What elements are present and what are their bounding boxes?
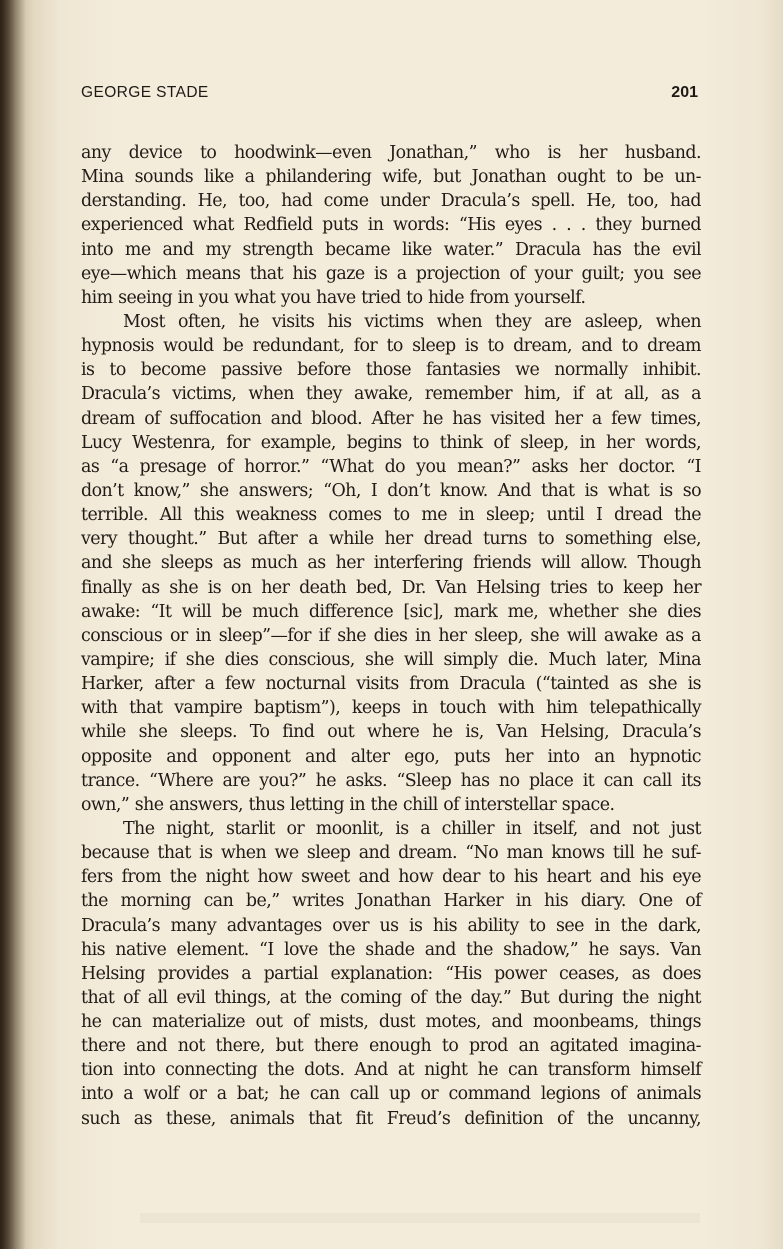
text-line: Mina sounds like a philandering wife, but Jonathan ought to be un- (81, 167, 701, 188)
text-line: such as these, animals that fit Freud’s definition of the uncanny, (81, 1108, 701, 1129)
body-text (81, 141, 701, 1131)
text-line: fers from the night how sweet and how dear to his heart and his eye (81, 867, 701, 888)
text-line: very thought.” But after a while her dread turns to something else, (81, 529, 701, 550)
text-line: any device to hoodwink—even Jonathan,” who is her husband. (81, 143, 701, 163)
text-line: finally as she is on her death bed, Dr. Van Helsing tries to keep her (81, 577, 701, 598)
text-line: the morning can be,” writes Jonathan Harker in his diary. One of (81, 891, 701, 912)
text-line: because that is when we sleep and dream. “No man knows till he suf- (81, 843, 701, 864)
text-line: that of all evil things, at the coming of the day.” But during the night (81, 987, 701, 1008)
text-line: Lucy Westenra, for example, begins to think of sleep, in her words, (81, 432, 701, 453)
paragraph-1 (81, 141, 701, 310)
text-line: and she sleeps as much as her interfering friends will allow. Though (81, 553, 701, 574)
text-line: don’t know,” she answers; “Oh, I don’t know. And that is what is so (81, 480, 701, 501)
text-line: trance. “Where are you?” he asks. “Sleep has no place it can call its (81, 770, 701, 791)
text-line: vampire; if she dies conscious, she will simply die. Much later, Mina (81, 649, 701, 670)
text-line: opposite and opponent and alter ego, puts her into an hypnotic (81, 746, 701, 767)
text-line: The night, starlit or moonlit, is a chiller in itself, and not just (123, 818, 701, 839)
text-line: dream of suffocation and blood. After he has visited her a few times, (81, 408, 701, 429)
running-header (81, 84, 698, 106)
paragraph-2 (81, 310, 701, 817)
text-line: Dracula’s victims, when they awake, remember him, if at all, as a (81, 384, 701, 405)
paragraph-3 (81, 817, 701, 1131)
running-head-author: GEORGE STADE (81, 84, 209, 101)
show-through-text (140, 1213, 700, 1223)
text-line: there and not there, but there enough to prod an agitated imagina- (81, 1036, 701, 1057)
text-line: Helsing provides a partial explanation: “His power ceases, as does (81, 963, 701, 984)
text-line: into me and my strength became like water.” Dracula has the evil (81, 239, 701, 260)
book-binding-shadow (0, 0, 26, 1249)
text-line: eye—which means that his gaze is a projection of your guilt; you see (81, 263, 701, 284)
text-line: tion into connecting the dots. And at night he can transform himself (81, 1060, 701, 1081)
text-line: he can materialize out of mists, dust motes, and moonbeams, things (81, 1012, 701, 1033)
text-line: experienced what Redfield puts in words: “His eyes . . . they burned (81, 215, 701, 236)
text-line: terrible. All this weakness comes to me in sleep; until I dread the (81, 505, 701, 526)
text-line: Dracula’s many advantages over us is his ability to see in the dark, (81, 915, 701, 936)
text-line: conscious or in sleep”—for if she dies in her sleep, she will awake as a (81, 625, 701, 646)
text-line: hypnosis would be redundant, for to sleep is to dream, and to dream (81, 336, 701, 357)
text-line: is to become passive before those fantasies we normally inhibit. (81, 360, 701, 381)
text-line: Harker, after a few nocturnal visits from Dracula (“tainted as she is (81, 674, 701, 695)
text-line: derstanding. He, too, had come under Dracula’s spell. He, too, had (81, 191, 701, 212)
text-line: him seeing in you what you have tried to hide from yourself. (81, 287, 586, 308)
page-number: 201 (671, 84, 698, 101)
text-line: into a wolf or a bat; he can call up or command legions of animals (81, 1084, 701, 1105)
text-line: own,” she answers, thus letting in the chill of interstellar space. (81, 794, 615, 815)
text-line: as “a presage of horror.” “What do you mean?” asks her doctor. “I (81, 456, 701, 477)
text-line: with that vampire baptism”), keeps in touch with him telepathically (81, 698, 701, 719)
text-line: awake: “It will be much difference [sic], mark me, whether she dies (81, 601, 701, 622)
text-line: his native element. “I love the shade and the shadow,” he says. Van (81, 939, 701, 960)
text-line: while she sleeps. To find out where he is, Van Helsing, Dracula’s (81, 722, 701, 743)
text-line: Most often, he visits his victims when they are asleep, when (123, 311, 701, 332)
